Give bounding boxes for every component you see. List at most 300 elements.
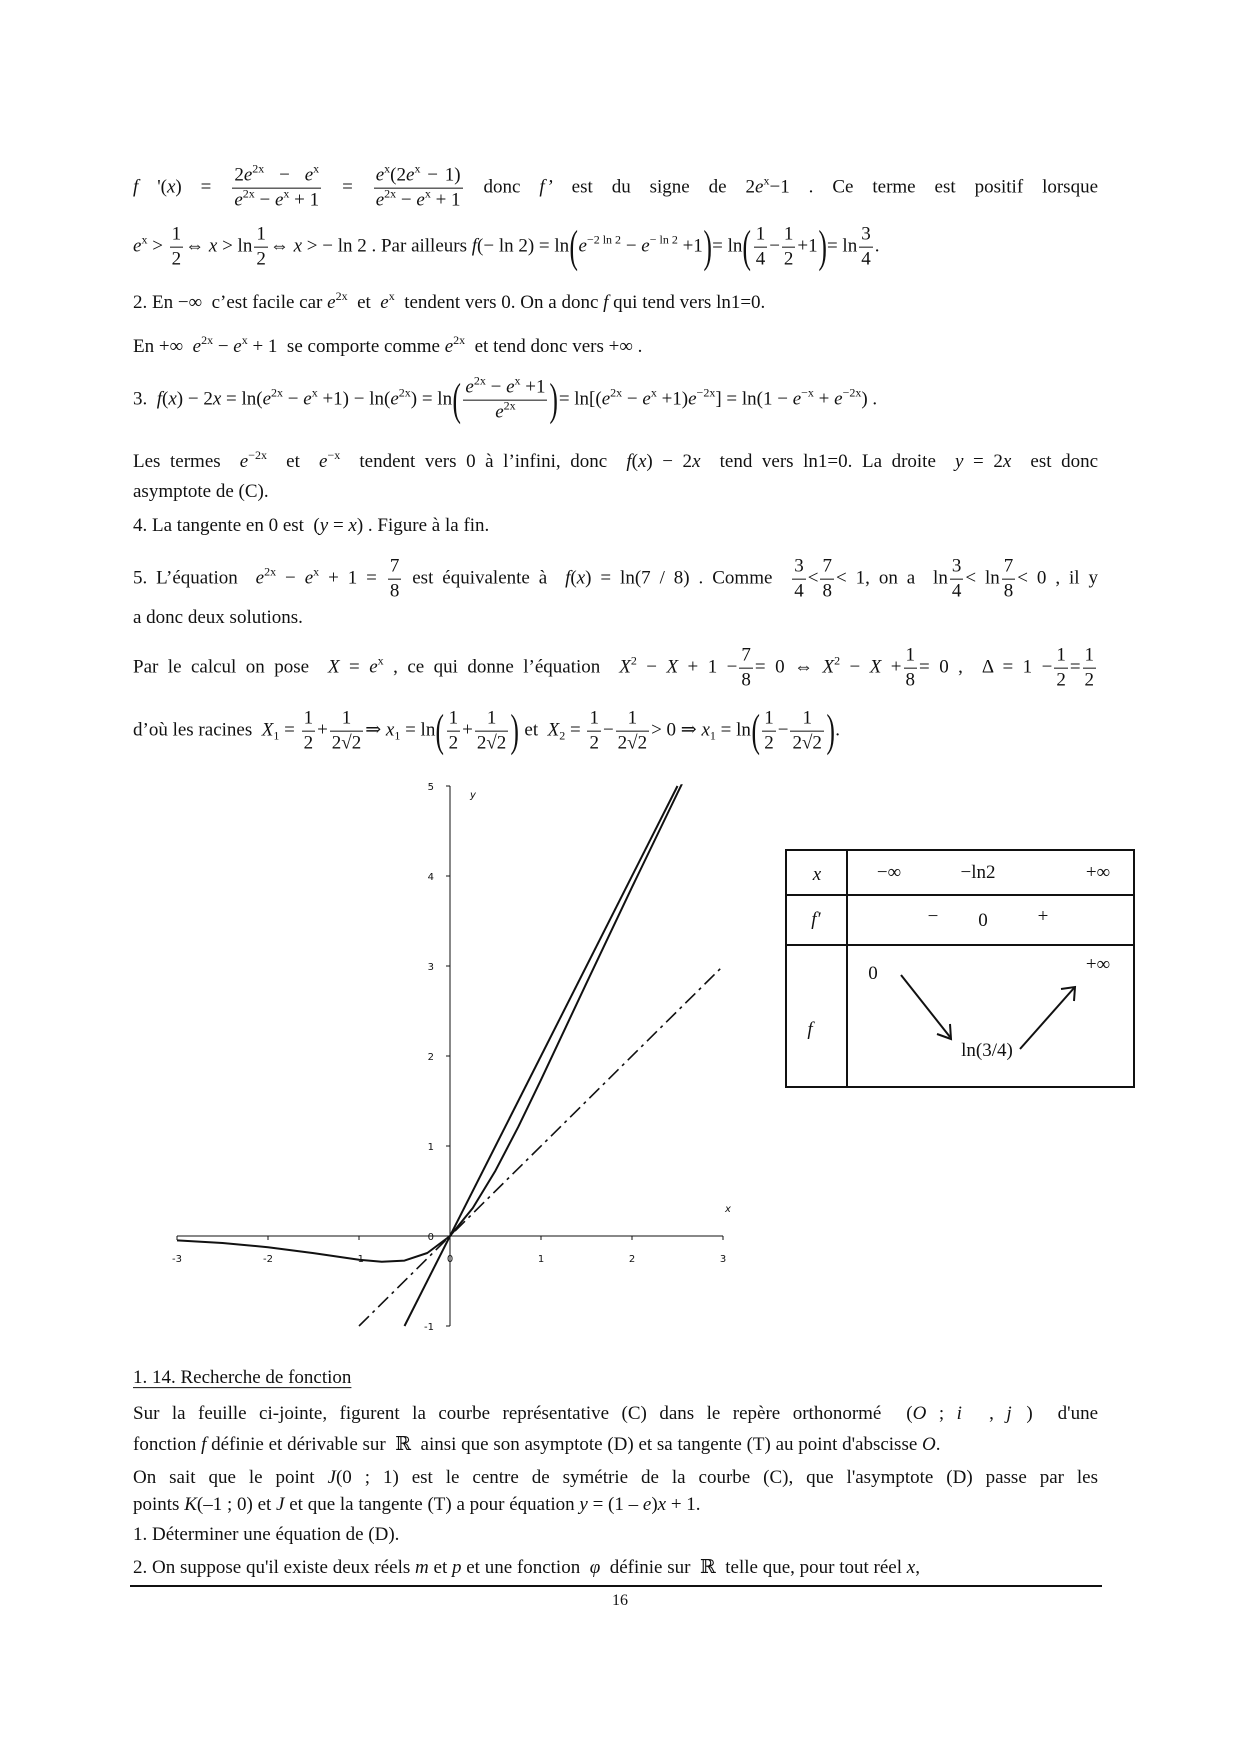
- superscript: 2x: [252, 161, 265, 176]
- text: 1: [448, 707, 459, 729]
- superscript: 2x: [335, 289, 348, 304]
- text: 1: [802, 707, 812, 729]
- math-symbol: X: [666, 656, 679, 678]
- text: (: [162, 388, 169, 410]
- text: 4: [861, 248, 871, 270]
- math-symbol: J: [327, 1467, 336, 1489]
- parenthesis: ): [549, 374, 559, 425]
- y-tick-label: 2: [427, 1052, 434, 1063]
- text: =: [323, 176, 372, 198]
- y-tick-label: 5: [427, 782, 434, 793]
- superscript: 2x: [610, 385, 623, 400]
- text: 3: [861, 223, 871, 245]
- superscript: x: [514, 373, 521, 388]
- math-symbol: O: [922, 1434, 936, 1456]
- text: En +∞: [133, 336, 193, 358]
- asymptote-line: [405, 786, 678, 1326]
- superscript: x: [763, 173, 770, 188]
- text: −: [840, 656, 870, 678]
- math-symbol: e: [465, 376, 474, 398]
- parenthesis: (: [742, 221, 752, 272]
- text: 3.: [133, 388, 157, 410]
- math-symbol: x: [208, 235, 218, 257]
- text: + 1.: [666, 1494, 701, 1516]
- math-symbol: J: [276, 1494, 285, 1516]
- math-symbol: e: [304, 567, 314, 589]
- superscript: −2x: [248, 448, 268, 463]
- text: −: [213, 336, 234, 358]
- text: 1: [905, 644, 916, 666]
- math-symbol: e: [390, 388, 399, 410]
- y-axis-label: y: [470, 790, 476, 801]
- text: 1: [755, 223, 766, 245]
- text: (–1 ; 0) et: [196, 1494, 277, 1516]
- text: 2. En −∞ c’est facile car: [133, 292, 328, 314]
- text: 1: [1084, 644, 1095, 666]
- text: ) − 2: [176, 388, 213, 410]
- math-symbol: X: [547, 719, 560, 741]
- text: et tend donc vers +∞ .: [465, 336, 643, 358]
- text: 2: [256, 248, 266, 270]
- parenthesis: (: [435, 705, 445, 756]
- text: points: [133, 1494, 185, 1516]
- math-symbol: e: [578, 235, 587, 257]
- text: <: [807, 567, 819, 589]
- text: 5. L’équation: [133, 567, 256, 589]
- math-symbol: y: [579, 1494, 588, 1516]
- text: .: [874, 235, 880, 257]
- math-symbol: e: [792, 388, 802, 410]
- x-tick-label: -1: [354, 1254, 364, 1265]
- curve-c: [177, 784, 682, 1262]
- parenthesis: (: [751, 705, 760, 756]
- x-tick-label: 3: [719, 1254, 727, 1265]
- superscript: 2x: [473, 373, 486, 388]
- text: 2: [448, 732, 459, 754]
- superscript: x: [424, 186, 431, 201]
- text: +: [881, 656, 902, 678]
- text: ⇔: [269, 235, 294, 257]
- fprime-row-label: f′: [811, 909, 821, 930]
- variation-table: [785, 849, 1135, 1088]
- text: 4: [951, 580, 962, 602]
- math-symbol: e: [319, 451, 328, 473]
- text: +1) − ln(: [317, 388, 391, 410]
- text: + 1 =: [319, 567, 386, 589]
- superscript: 2x: [398, 385, 411, 400]
- f-value: +∞: [1085, 954, 1111, 975]
- text: + 1 −: [678, 656, 738, 678]
- text: 2√2: [476, 732, 507, 754]
- text: =: [565, 719, 586, 741]
- text: et: [347, 292, 381, 314]
- text: 1: [589, 707, 599, 729]
- math-symbol: e: [369, 656, 378, 678]
- text: 1: [1056, 644, 1066, 666]
- text: tendent vers 0 à l’infini, donc: [340, 451, 627, 473]
- text: , ce qui donne l’équation: [383, 656, 620, 678]
- superscript: x: [377, 653, 384, 668]
- text: 8: [1003, 580, 1014, 602]
- text: qui tend vers ln1=0.: [608, 292, 766, 314]
- text: ) .: [861, 388, 878, 410]
- math-symbol: y: [319, 515, 329, 537]
- text: tend vers ln1=0. La droite: [700, 451, 956, 473]
- superscript: x: [311, 385, 318, 400]
- text: 1: [486, 707, 497, 729]
- text: =: [1069, 656, 1081, 678]
- math-symbol: e: [642, 1494, 652, 1516]
- math-symbol: e: [303, 388, 312, 410]
- math-symbol: K: [184, 1494, 197, 1516]
- parenthesis: (: [569, 221, 579, 272]
- math-symbol: e: [641, 235, 650, 257]
- text: ⇒: [365, 719, 386, 741]
- text: 2. On suppose qu'il existe deux réels: [133, 1557, 416, 1579]
- text: +1: [520, 376, 546, 398]
- subscript: 1: [273, 728, 280, 743]
- text: < 1, on a ln: [835, 567, 948, 589]
- parenthesis: ): [703, 221, 712, 272]
- text: définie sur ℝ telle que, pour tout réel: [600, 1557, 907, 1579]
- text: d’où les racines: [133, 719, 262, 741]
- text: + 1 se comporte comme: [247, 336, 445, 358]
- math-symbol: e: [255, 567, 265, 589]
- text: 7: [389, 555, 400, 577]
- math-symbol: x: [385, 719, 395, 741]
- superscript: x: [141, 232, 148, 247]
- text: 8: [905, 669, 916, 691]
- math-symbol: x: [657, 1494, 667, 1516]
- y-tick-label: 4: [427, 872, 434, 883]
- text: +: [317, 719, 328, 741]
- math-symbol: x: [212, 388, 222, 410]
- math-symbol: f: [626, 451, 632, 473]
- math-symbol: e: [834, 388, 843, 410]
- math-symbol: p: [452, 1557, 462, 1579]
- math-symbol: f: [133, 176, 139, 198]
- fprime-sign: +: [1037, 906, 1049, 927]
- math-symbol: i⃗: [956, 1403, 977, 1425]
- text: 4. La tangente en 0 est (: [133, 515, 320, 537]
- superscript: 2: [630, 653, 637, 668]
- text: 4: [794, 580, 804, 602]
- text: 7: [822, 555, 832, 577]
- text: −: [621, 235, 642, 257]
- math-symbol: f: [565, 567, 571, 589]
- text: .: [935, 1434, 941, 1456]
- math-symbol: e: [233, 336, 242, 358]
- y-tick-label: 3: [427, 962, 434, 973]
- increasing-arrow-icon: [1020, 987, 1075, 1049]
- text: −: [254, 189, 275, 211]
- text: + 1: [430, 189, 461, 211]
- superscript: 2x: [271, 385, 284, 400]
- math-symbol: e: [755, 176, 764, 198]
- text: −: [485, 376, 507, 398]
- text: −: [602, 719, 614, 741]
- text: asymptote de (C).: [133, 481, 269, 503]
- x-value: −∞: [876, 862, 902, 883]
- superscript: −2x: [842, 385, 862, 400]
- text: définie et dérivable sur ℝ ainsi que son asymptote (D) et sa tangente (T) au point d'abscisse: [206, 1434, 923, 1456]
- text: ) = ln(7 / 8) . Comme: [585, 567, 791, 589]
- text: 1. Déterminer une équation de (D).: [133, 1524, 400, 1546]
- y-tick-label: 0: [427, 1232, 434, 1243]
- text: ) − 2: [646, 451, 693, 473]
- text: 2: [1056, 669, 1066, 691]
- math-symbol: X: [327, 656, 340, 678]
- math-symbol: e: [495, 401, 504, 423]
- text: ) . Figure à la fin.: [356, 515, 490, 537]
- text: = 0 , Δ = 1 −: [919, 656, 1053, 678]
- x-tick-label: 1: [537, 1254, 545, 1265]
- subscript: 2: [559, 728, 566, 743]
- math-symbol: x: [348, 515, 357, 537]
- text: 7: [741, 644, 751, 666]
- parenthesis: (: [452, 374, 461, 425]
- superscript: 2x: [201, 333, 214, 348]
- text: > − ln 2 . Par ailleurs: [302, 235, 472, 257]
- parenthesis: ): [510, 705, 520, 756]
- x-tick-label: 2: [628, 1254, 636, 1265]
- text: (− ln 2) = ln: [477, 235, 570, 257]
- text: est équivalente à: [403, 567, 566, 589]
- x-value: −ln2: [960, 862, 996, 883]
- text: −: [276, 567, 305, 589]
- text: =: [339, 656, 370, 678]
- superscript: 2x: [264, 564, 277, 579]
- math-symbol: e: [406, 164, 415, 186]
- f-value: ln(3/4): [961, 1040, 1013, 1061]
- tangent-line: [359, 966, 723, 1326]
- text: 7: [1003, 555, 1014, 577]
- math-symbol: O: [912, 1403, 927, 1425]
- text: −: [636, 656, 667, 678]
- text: = ln: [400, 719, 436, 741]
- parenthesis: ): [826, 705, 835, 756]
- text: (0 ; 1) est le centre de symétrie de la courbe (C), que l'asymptote (D) passe par les: [335, 1467, 1098, 1489]
- math-symbol: x: [576, 567, 586, 589]
- math-symbol: e: [274, 189, 284, 211]
- f-row-label: f: [807, 1019, 813, 1040]
- text: = ln: [826, 235, 858, 257]
- text: − 1): [420, 164, 461, 186]
- math-symbol: X: [869, 656, 882, 678]
- text: > 0 ⇒: [651, 719, 702, 741]
- text: = ln[(: [558, 388, 602, 410]
- x-row-label: x: [812, 864, 822, 885]
- text: = ln: [715, 719, 751, 741]
- text: +: [813, 388, 835, 410]
- math-symbol: f’: [539, 176, 553, 198]
- text: 1: [627, 707, 638, 729]
- f-value: 0: [868, 963, 878, 984]
- math-symbol: x: [906, 1557, 916, 1579]
- text: 2: [1084, 669, 1095, 691]
- math-symbol: e: [239, 451, 249, 473]
- math-symbol: X: [619, 656, 631, 678]
- math-symbol: e: [416, 189, 425, 211]
- math-symbol: e: [192, 336, 202, 358]
- math-symbol: e: [444, 336, 454, 358]
- math-symbol: e: [304, 164, 314, 186]
- superscript: x: [283, 186, 290, 201]
- math-symbol: e: [375, 189, 385, 211]
- parenthesis: ): [818, 221, 827, 272]
- text: 4: [755, 248, 766, 270]
- math-symbol: e: [688, 388, 697, 410]
- superscript: 2x: [242, 186, 255, 201]
- y-tick-label: -1: [424, 1322, 434, 1333]
- text: >: [147, 235, 168, 257]
- math-symbol: e: [506, 376, 515, 398]
- math-symbol: X: [822, 656, 835, 678]
- variation-arrows: [787, 851, 1133, 1086]
- text: est du signe de 2: [552, 176, 756, 198]
- text: 2: [783, 248, 794, 270]
- superscript: −2 ln 2: [586, 232, 622, 247]
- text: 1: [783, 223, 794, 245]
- text: et: [519, 719, 548, 741]
- fprime-sign: −: [927, 906, 939, 927]
- text: 8: [822, 580, 832, 602]
- text: = 0 ⇔: [754, 656, 823, 678]
- superscript: 2x: [384, 186, 397, 201]
- math-symbol: x: [637, 451, 647, 473]
- superscript: x: [388, 289, 395, 304]
- text: ,: [915, 1557, 920, 1579]
- x-value: +∞: [1085, 862, 1111, 883]
- text: 2: [303, 732, 314, 754]
- math-symbol: X: [261, 719, 274, 741]
- text: +1: [677, 235, 703, 257]
- math-symbol: x: [168, 388, 177, 410]
- text: −1 . Ce terme est positif lorsque: [769, 176, 1099, 198]
- text: = 2: [963, 451, 1003, 473]
- text: −: [622, 388, 643, 410]
- text: 2√2: [331, 732, 362, 754]
- superscript: 2: [834, 653, 841, 668]
- text: < 0 , il y: [1017, 567, 1099, 589]
- text: .: [835, 719, 840, 741]
- text: Les termes: [133, 451, 240, 473]
- text: et: [267, 451, 320, 473]
- footer-rule: [130, 1585, 1102, 1587]
- text: a donc deux solutions.: [133, 607, 303, 629]
- text: 1: [764, 707, 774, 729]
- text: −: [396, 189, 417, 211]
- text: 2: [234, 164, 244, 186]
- text: +1): [656, 388, 689, 410]
- math-symbol: φ: [589, 1557, 601, 1579]
- x-tick-label: -3: [172, 1254, 182, 1265]
- text: ) = ln: [410, 388, 453, 410]
- decreasing-arrow-icon: [901, 975, 951, 1039]
- text: 3: [794, 555, 804, 577]
- text: < ln: [965, 567, 1000, 589]
- x-tick-label: 0: [446, 1254, 454, 1265]
- text: +: [462, 719, 473, 741]
- superscript: − ln 2: [649, 232, 678, 247]
- math-symbol: x: [1002, 451, 1012, 473]
- superscript: x: [650, 385, 657, 400]
- math-symbol: e: [234, 189, 243, 211]
- text: ⇔: [185, 235, 209, 257]
- text: −: [777, 719, 789, 741]
- x-tick-label: -2: [263, 1254, 273, 1265]
- math-symbol: e: [262, 388, 272, 410]
- text: Sur la feuille ci-jointe, figurent la courbe représentative (C) dans le repère orthonormé (: [133, 1403, 913, 1425]
- text: 2: [764, 732, 774, 754]
- section-heading: 1. 14. Recherche de fonction: [133, 1367, 352, 1389]
- math-symbol: x: [692, 451, 701, 473]
- text: =: [328, 515, 349, 537]
- page-number: 16: [612, 1592, 628, 1609]
- text: 2: [589, 732, 599, 754]
- math-symbol: e: [601, 388, 611, 410]
- superscript: 2x: [453, 333, 466, 348]
- text: Par le calcul on pose: [133, 656, 328, 678]
- math-symbol: e: [243, 164, 253, 186]
- superscript: 2x: [503, 398, 516, 413]
- math-symbol: x: [166, 176, 176, 198]
- fprime-sign: 0: [978, 910, 988, 931]
- text: donc: [464, 176, 540, 198]
- text: et: [428, 1557, 452, 1579]
- text: tendent vers 0. On a donc: [394, 292, 604, 314]
- math-symbol: e: [642, 388, 651, 410]
- text: −: [264, 164, 305, 186]
- math-symbol: e: [133, 235, 142, 257]
- text: ) d'une: [1026, 1403, 1099, 1425]
- text: = (1 –: [587, 1494, 643, 1516]
- text: ;: [926, 1403, 957, 1425]
- text: fonction: [133, 1434, 202, 1456]
- superscript: x: [313, 161, 320, 176]
- text: 1: [303, 707, 314, 729]
- text: (: [570, 567, 577, 589]
- subscript: 1: [709, 728, 716, 743]
- text: On sait que le point: [133, 1467, 328, 1489]
- text: ,: [976, 1403, 1007, 1425]
- math-symbol: m: [415, 1557, 429, 1579]
- text: 1: [256, 223, 266, 245]
- text: + 1: [289, 189, 320, 211]
- y-tick-label: 1: [427, 1142, 434, 1153]
- superscript: −2x: [696, 385, 716, 400]
- math-symbol: e: [380, 292, 389, 314]
- text: +1: [797, 235, 818, 257]
- text: ): [651, 1494, 658, 1516]
- math-symbol: f: [603, 292, 609, 314]
- math-symbol: f: [156, 388, 163, 410]
- superscript: −x: [327, 448, 341, 463]
- math-symbol: f: [471, 235, 478, 257]
- text: 2√2: [617, 732, 648, 754]
- text: et une fonction: [461, 1557, 590, 1579]
- superscript: −x: [801, 385, 814, 400]
- text: = ln: [712, 235, 743, 257]
- text: −: [769, 235, 780, 257]
- text: 1: [171, 223, 182, 245]
- text: 8: [389, 580, 400, 602]
- text: 3: [951, 555, 962, 577]
- math-symbol: y: [955, 451, 964, 473]
- text: 8: [741, 669, 751, 691]
- text: 2: [171, 248, 182, 270]
- text: (: [631, 451, 638, 473]
